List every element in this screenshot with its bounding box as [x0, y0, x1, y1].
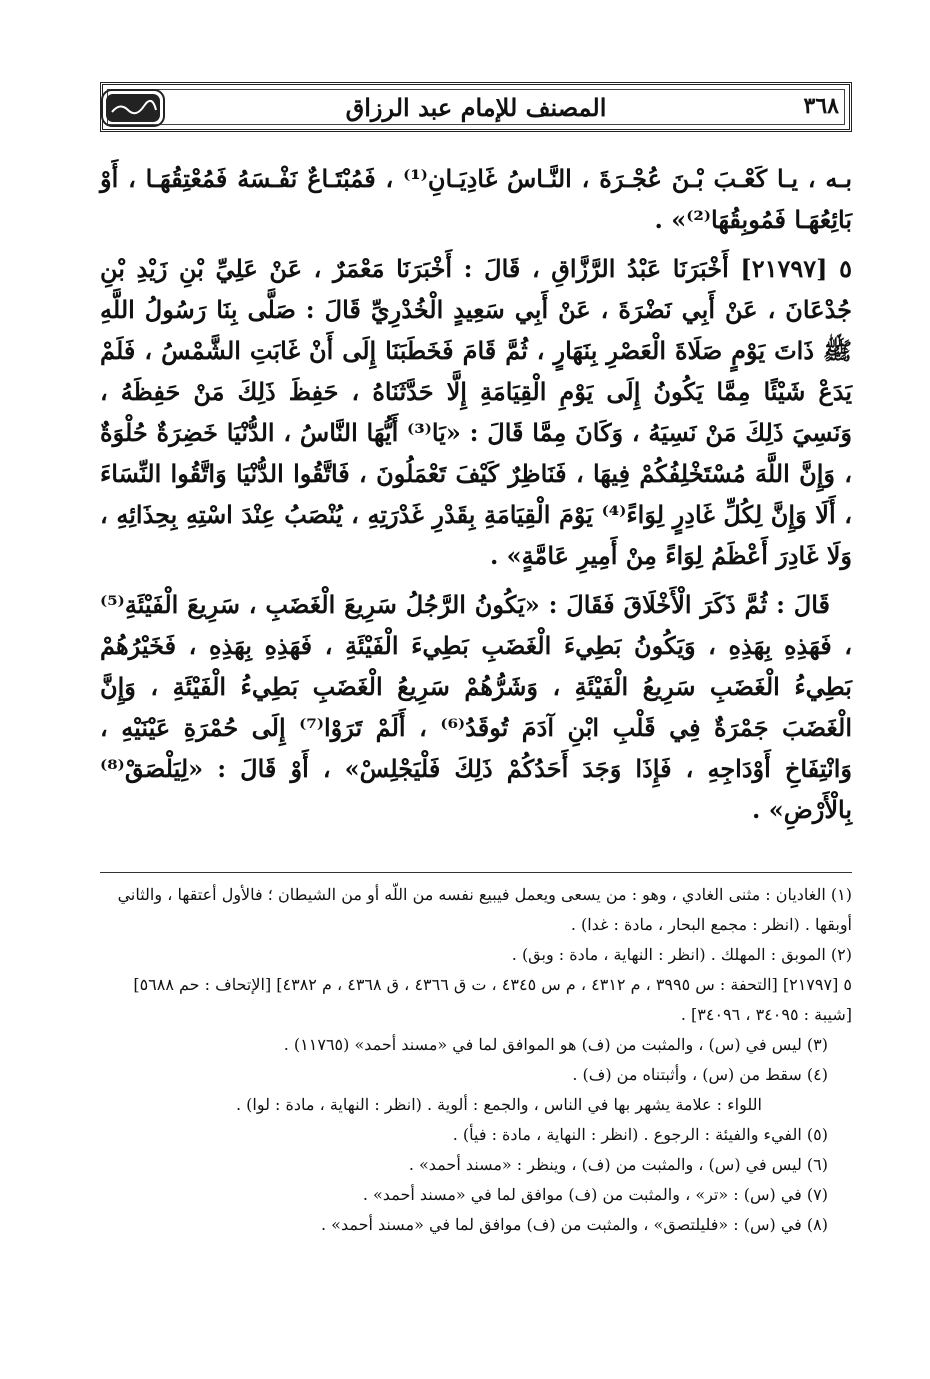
hadith-text: [٢١٧٩٧] أَخْبَرَنَا عَبْدُ الرَّزَّاقِ ، قَالَ : أَخْبَرَنَا مَعْمَرٌ ، عَنْ عَلِيِّ بْنِ زَيْدِ بْنِ جُدْعَانَ ، عَنْ أَبِي نَضْرَةَ ، عَنْ أَبِي سَعِيدٍ الْخُدْرِيِّ قَالَ : صَلَّى بِنَا رَسُولُ اللَّهِ ﷺ ذَاتَ يَوْمٍ صَلَاةَ الْعَصْرِ بِنَهَارٍ ، ثُمَّ قَامَ فَخَطَبَنَا إِلَى أَنْ غَابَتِ الشَّمْسُ ، فَلَمْ يَدَعْ شَيْئًا مِمَّا يَكُونُ إِلَى يَوْمِ الْقِيَامَةِ إِلَّا حَدَّثَنَاهُ ، حَفِظَ ذَلِكَ مَنْ حَفِظَهُ ، وَنَسِيَ ذَلِكَ مَنْ نَسِيَهُ ، وَكَانَ مِمَّا قَالَ : «يَا⁽³⁾ أَيُّهَا النَّاسُ ، الدُّنْيَا خَضِرَةٌ حُلْوَةٌ ، وَإِنَّ اللَّهَ مُسْتَخْلِفُكُمْ فِيهَا ، فَنَاظِرٌ كَيْفَ تَعْمَلُونَ ، فَاتَّقُوا الدُّنْيَا وَاتَّقُوا النِّسَاءَ ، أَلَا وَإِنَّ لِكُلِّ غَادِرٍ لِوَاءً⁽⁴⁾ يَوْمَ الْقِيَامَةِ بِقَدْرِ غَدْرَتِهِ ، يُنْصَبُ عِنْدَ اسْتِهِ بِحِذَائِهِ ، وَلَا غَادِرَ أَعْظَمُ لِوَاءً مِنْ أَمِيرِ عَامَّةٍ» . [100, 254, 852, 570]
footnote-6: (٦) ليس في (س) ، والمثبت من (ف) ، وينظر : «مسند أحمد» . [408, 1155, 828, 1174]
running-title: المصنف للإمام عبد الرزاق [345, 93, 607, 122]
footnote-separator [100, 872, 852, 873]
footnote-hadith-takhrij: ٥ [٢١٧٩٧] [التحفة : س ٣٩٩٥ ، م ٤٣١٢ ، م س ٤٣٤٥ ، ت ق ٤٣٦٦ ، ق ٤٣٦٨ ، م ٤٣٨٢] [الإتحاف : حم ٥٦٨٨] [شيبة : ٣٤٠٩٥ ، ٣٤٠٩٦] . [133, 975, 852, 1024]
footnote-2: (٢) الموبق : المهلك . (انظر : النهاية ، مادة : وبق) . [511, 945, 852, 964]
footnote-8: (٨) في (س) : «فليلتصق» ، والمثبت من (ف) موافق لما في «مسند أحمد» . [321, 1215, 828, 1234]
page-header [100, 82, 852, 132]
footnotes [100, 880, 852, 1240]
hadith-paragraph [100, 248, 852, 576]
paragraph-continuation: بـه ، يـا كَعْـبَ بْـنَ عُجْـرَةَ ، النَّـاسُ غَادِيَـانِ⁽¹⁾ ، فَمُبْتَـاعٌ نَفْـسَهُ فَمُعْتِقُهَـا ، أَوْ بَائِعُهَـا فَمُوبِقُهَا⁽²⁾» . [100, 164, 853, 234]
hadith-marker: ٥ [839, 254, 853, 283]
footnote-1: (١) الغاديان : مثنى الغادي ، وهو : من يسعى ويعمل فيبيع نفسه من اللّه أو من الشيطان ؛ فالأول أعتقها ، والثاني أوبقها . (انظر : مجمع البحار ، مادة : غدا) . [117, 885, 852, 934]
main-text [100, 158, 852, 838]
footnote-4-note: اللواء : علامة يشهر بها في الناس ، والجمع : ألوية . (انظر : النهاية ، مادة : لوا) . [235, 1095, 762, 1114]
footnote-3: (٣) ليس في (س) ، والمثبت من (ف) هو الموافق لما في «مسند أحمد» (١١٧٦٥) . [283, 1035, 828, 1054]
footnote-5: (٥) الفيء والفيئة : الرجوع . (انظر : النهاية ، مادة : فيأ) . [452, 1125, 828, 1144]
page-number: ٣٦٨ [803, 93, 839, 119]
footnote-4: (٤) سقط من (س) ، وأثبتناه من (ف) . [572, 1065, 828, 1084]
seal-logo [100, 88, 166, 128]
footnote-7: (٧) في (س) : «تر» ، والمثبت من (ف) موافق لما في «مسند أحمد» . [362, 1185, 828, 1204]
paragraph-akhlaq: قَالَ : ثُمَّ ذَكَرَ الْأَخْلَاقَ فَقَالَ : «يَكُونُ الرَّجُلُ سَرِيعَ الْغَضَبِ ، سَرِيعَ الْفَيْئَةِ⁽⁵⁾ ، فَهَذِهِ بِهَذِهِ ، وَيَكُونُ بَطِيءَ الْغَضَبِ بَطِيءَ الْفَيْئَةِ ، فَهَذِهِ بِهَذِهِ ، فَخَيْرُهُمْ بَطِيءُ الْغَضَبِ سَرِيعُ الْفَيْئَةِ ، وَشَرُّهُمْ سَرِيعُ الْغَضَبِ بَطِيءُ الْفَيْئَةِ ، وَإِنَّ الْغَضَبَ جَمْرَةٌ فِي قَلْبِ ابْنِ آدَمَ تُوقَدُ⁽⁶⁾ ، أَلَمْ تَرَوْا⁽⁷⁾ إِلَى حُمْرَةِ عَيْنَيْهِ ، وَانْتِفَاخِ أَوْدَاجِهِ ، فَإِذَا وَجَدَ أَحَدُكُمْ ذَلِكَ فَلْيَجْلِسْ» ، أَوْ قَالَ : «لِيَلْصَقْ⁽⁸⁾ بِالْأَرْضِ» . [100, 590, 852, 824]
